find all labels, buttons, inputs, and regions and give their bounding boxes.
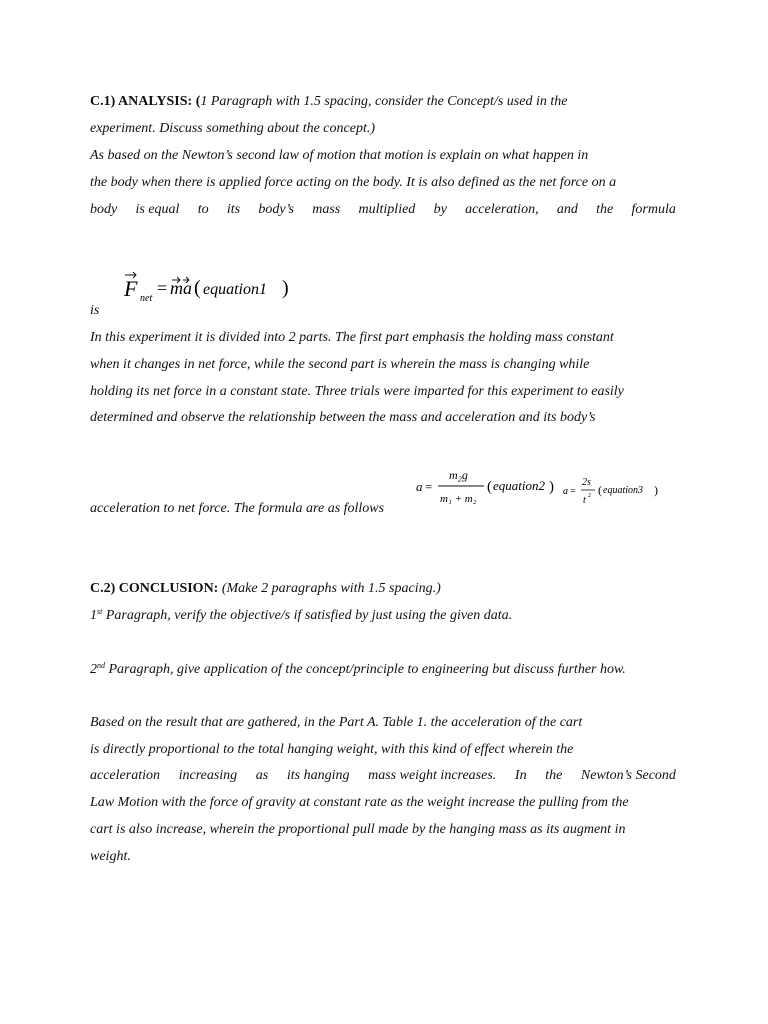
conclusion-body-line1: Based on the result that are gathered, in the Part A. Table 1. the acceleration of the cart — [90, 715, 583, 730]
eq3-denominator: t — [583, 495, 586, 506]
eq2-label: equation2 — [493, 478, 545, 493]
eq3-paren-close: ) — [654, 483, 658, 497]
analysis-heading: C.1) ANALYSIS: — [90, 94, 193, 109]
conclusion-body-line2: is directly proportional to the total hanging weight, with this kind of effect wherein the — [90, 742, 574, 757]
word: In — [514, 768, 527, 783]
p1-number: 1 — [90, 608, 97, 623]
word: its hanging — [286, 768, 350, 783]
analysis-instruction-2: experiment. Discuss something about the concept.) — [90, 121, 375, 136]
analysis-para2-line1: In this experiment it is divided into 2 parts. The first part emphasis the holding mass constant — [90, 330, 614, 345]
conclusion-body-line3 — [90, 767, 676, 785]
word: multiplied — [358, 202, 416, 217]
analysis-para1-is: is — [90, 303, 100, 318]
conclusion-heading: C.2) CONCLUSION: — [90, 581, 219, 596]
eq3-lhs: a — [563, 486, 568, 497]
equation-1 — [118, 270, 298, 304]
eq2-paren-close: ) — [549, 479, 554, 495]
conclusion-instruction-p2 — [90, 661, 626, 679]
conclusion-instruction-p1 — [90, 607, 512, 625]
eq1-paren-open: ( — [194, 277, 201, 299]
conclusion-body-line6: weight. — [90, 849, 131, 864]
word: is equal — [135, 202, 180, 217]
equation-2 — [416, 466, 558, 508]
conclusion-body-line4: Law Motion with the force of gravity at constant rate as the weight increase the pulling from the — [90, 795, 629, 810]
p2-ordinal: nd — [97, 661, 105, 670]
analysis-para2-line4: determined and observe the relationship between the mass and acceleration and its body’s — [90, 410, 596, 425]
analysis-para1-line3 — [90, 201, 676, 219]
eq2-paren-open: ( — [487, 479, 492, 495]
word: body — [90, 202, 118, 217]
analysis-paren: ( — [192, 94, 201, 109]
eq1-force-symbol: F — [124, 276, 138, 301]
eq3-label: equation3 — [603, 485, 643, 496]
p1-text: Paragraph, verify the objective/s if satisfied by just using the given data. — [102, 608, 513, 623]
eq1-paren-close: ) — [282, 277, 289, 299]
eq2-numerator: m₂g — [449, 468, 468, 482]
eq1-rhs: ma — [170, 278, 192, 298]
analysis-para2-line3: holding its net force in a constant state. Three trials were imparted for this experiment to easily — [90, 384, 624, 399]
analysis-instruction-1: 1 Paragraph with 1.5 spacing, consider the Concept/s used in the — [200, 94, 568, 109]
p1-ordinal: st — [97, 607, 103, 616]
word: increasing — [178, 768, 238, 783]
eq3-equals: = — [570, 486, 576, 497]
conclusion-body-line5: cart is also increase, wherein the proportional pull made by the hanging mass as its augment in — [90, 822, 626, 837]
word: as — [255, 768, 269, 783]
word: mass — [312, 202, 341, 217]
eq1-subscript: net — [140, 293, 153, 304]
word: the — [545, 768, 563, 783]
p2-number: 2 — [90, 662, 97, 677]
equation-3 — [563, 473, 663, 511]
word: and — [556, 202, 578, 217]
word: body’s — [258, 202, 294, 217]
word: the — [596, 202, 614, 217]
eq2-lhs: a — [416, 479, 423, 494]
eq3-numerator: 2s — [582, 477, 591, 488]
word: formula — [631, 202, 676, 217]
word: mass weight increases. — [368, 768, 497, 783]
p2-text: Paragraph, give application of the concept/principle to engineering but discuss further how. — [105, 662, 626, 677]
word: acceleration — [90, 768, 160, 783]
eq1-label: equation1 — [203, 281, 267, 298]
word: by — [433, 202, 447, 217]
analysis-para2-line2: when it changes in net force, while the second part is wherein the mass is changing while — [90, 357, 590, 372]
analysis-heading-line — [90, 93, 567, 111]
analysis-para2-line5: acceleration to net force. The formula are as follows — [90, 501, 385, 516]
eq2-denominator: m₁ + m₂ — [440, 493, 477, 505]
eq2-equals: = — [425, 479, 433, 494]
word: to — [197, 202, 209, 217]
analysis-para1-line1: As based on the Newton’s second law of motion that motion is explain on what happen in — [90, 148, 589, 163]
eq3-power: 2 — [588, 493, 591, 499]
analysis-para1-line2: the body when there is applied force acting on the body. It is also defined as the net force on a — [90, 175, 617, 190]
word: acceleration, — [465, 202, 539, 217]
eq1-equals: = — [157, 278, 168, 298]
eq3-paren-open: ( — [598, 483, 602, 497]
conclusion-instruction: (Make 2 paragraphs with 1.5 spacing.) — [218, 581, 441, 596]
word: its — [226, 202, 241, 217]
conclusion-heading-line — [90, 580, 441, 598]
word: Newton’s Second — [580, 768, 676, 783]
